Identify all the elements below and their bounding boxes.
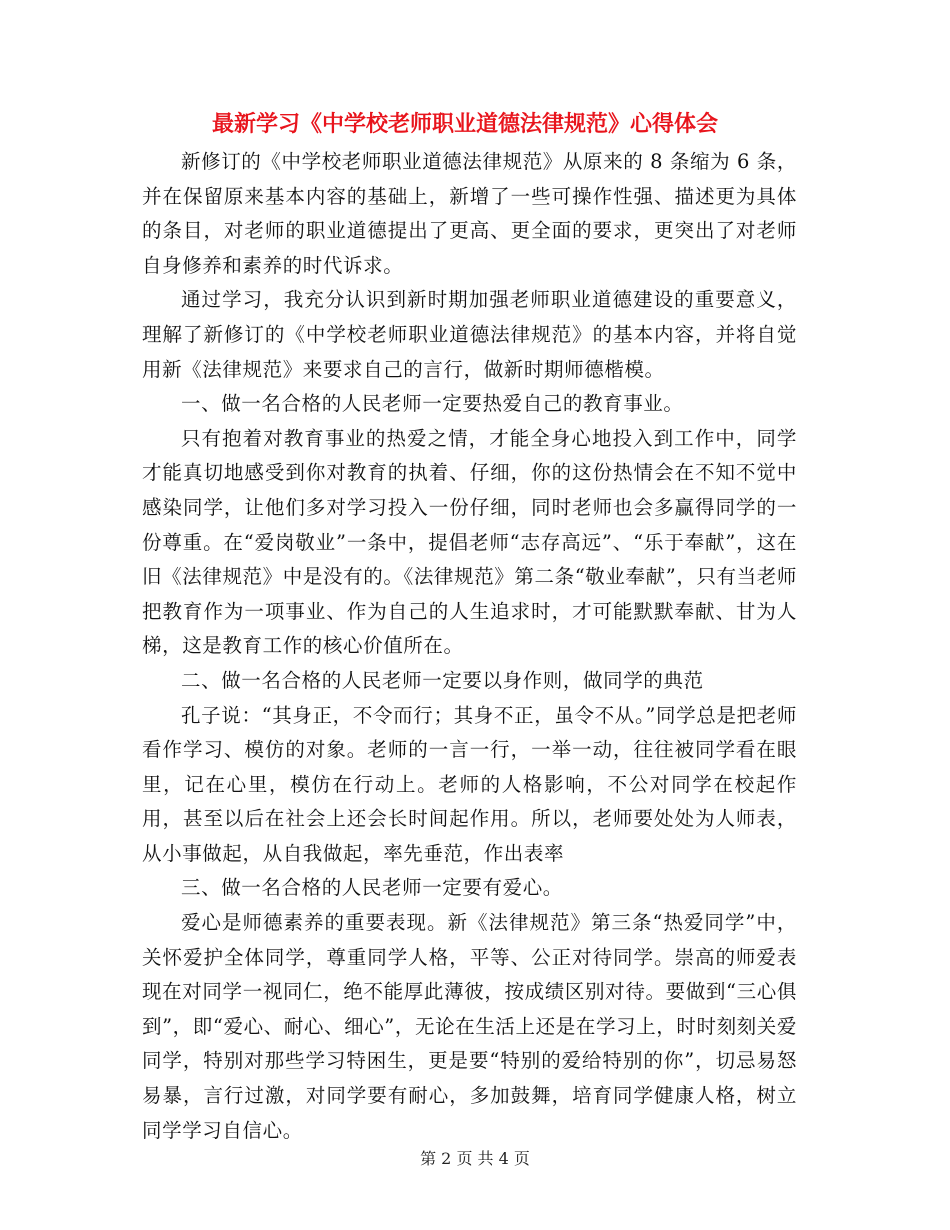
paragraph-section-3: 爱心是师德素养的重要表现。新《法律规范》第三条“热爱同学”中，关怀爱护全体同学，尊重同学人格，平等、公正对待同学。崇高的师爱表现在对同学一视同仁，绝不能厚此薄彼，按成绩区别对待。要做到“三心俱到”，即“爱心、耐心、细心”，无论在生活上还是在学习上，时时刻刻关爱同学，特别对那些学习特困生，更是要“特别的爱给特别的你”，切忌易怒易暴，言行过激，对同学要有耐心，多加鼓舞，培育同学健康人格，树立同学学习自信心。 xyxy=(142,911,797,1142)
section-heading-3: 三、做一名合格的人民老师一定要有爱心。 xyxy=(181,876,563,900)
document-body xyxy=(142,145,797,1148)
section-heading-2: 二、做一名合格的人民老师一定要以身作则，做同学的典范 xyxy=(181,668,704,692)
paragraph-section-1: 只有抱着对教育事业的热爱之情，才能全身心地投入到工作中，同学才能真切地感受到你对教育的执着、仔细，你的这份热情会在不知不觉中感染同学，让他们多对学习投入一份仔细，同时老师也会多赢得同学的一份尊重。在“爱岗敬业”一条中，提倡老师“志存高远”、“乐于奉献”，这在旧《法律规范》中是没有的。《法律规范》第二条“敬业奉献”，只有当老师把教育作为一项事业、作为自己的人生追求时，才可能默默奉献、甘为人梯，这是教育工作的核心价值所在。 xyxy=(142,426,797,658)
paragraph-section-2: 孔子说：“其身正，不令而行；其身不正，虽令不从。”同学总是把老师看作学习、模仿的对象。老师的一言一行，一举一动，往往被同学看在眼里，记在心里，模仿在行动上。老师的人格影响，不公对同学在校起作用，甚至以后在社会上还会长时间起作用。所以，老师要处处为人师表，从小事做起，从自我做起，率先垂范，作出表率 xyxy=(142,703,797,865)
paragraph-intro: 新修订的《中学校老师职业道德法律规范》从原来的 8 条缩为 6 条，并在保留原来基本内容的基础上，新增了一些可操作性强、描述更为具体的条目，对老师的职业道德提出了更高、更全面的要求，更突出了对老师自身修养和素养的时代诉求。 xyxy=(142,150,798,277)
document-title: 最新学习《中学校老师职业道德法律规范》心得体会 xyxy=(212,112,719,137)
page-number-footer: 第 2 页 共 4 页 xyxy=(420,1149,530,1168)
paragraph-study: 通过学习，我充分认识到新时期加强老师职业道德建设的重要意义，理解了新修订的《中学校老师职业道德法律规范》的基本内容，并将自觉用新《法律规范》来要求自己的言行，做新时期师德楷模。 xyxy=(142,288,797,381)
section-heading-1: 一、做一名合格的人民老师一定要热爱自己的教育事业。 xyxy=(181,392,684,416)
